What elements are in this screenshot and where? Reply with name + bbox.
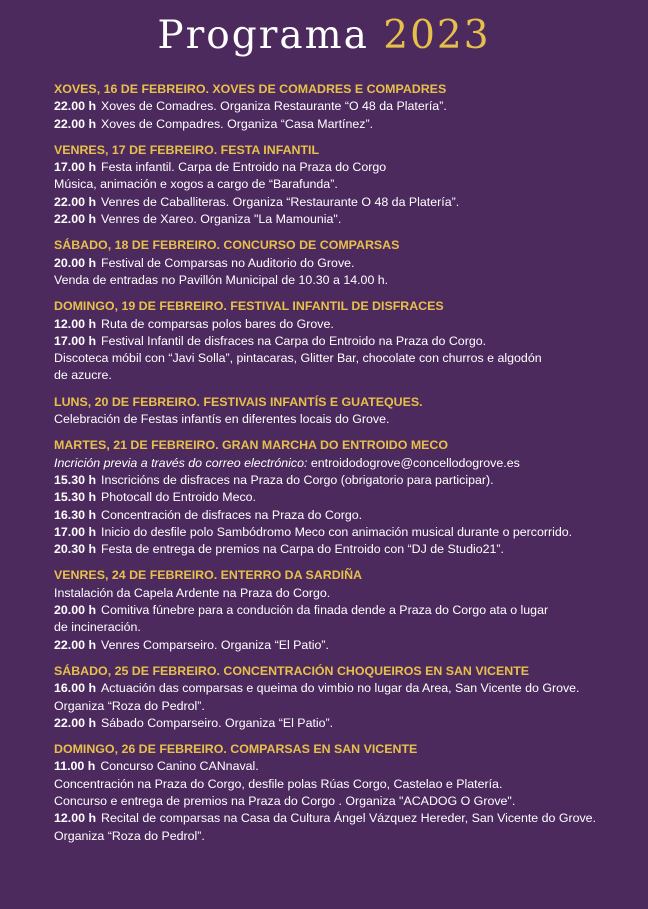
event-text: Festa de entrega de premios na Carpa do Entroido con “DJ de Studio21”.: [101, 542, 504, 557]
event-line: [54, 350, 629, 367]
event-line: [54, 602, 629, 619]
day-section: [54, 663, 629, 732]
event-text: de azucre.: [54, 368, 112, 383]
event-line: [54, 98, 629, 115]
event-text: Comitiva fúnebre para a condución da finada dende a Praza do Corgo ata o lugar: [101, 603, 549, 618]
event-line: [54, 524, 629, 541]
event-line: [54, 255, 629, 272]
event-time: 12.00 h: [54, 316, 97, 331]
event-text: Organiza “Roza do Pedrol”.: [54, 828, 205, 843]
title-word: Programa: [157, 13, 369, 58]
event-time: 16.30 h: [54, 507, 97, 522]
event-text: Discoteca móbil con “Javi Solla”, pintacaras, Glitter Bar, chocolate con churros e algodón: [54, 351, 542, 366]
event-line: [54, 507, 629, 524]
day-section: [54, 437, 629, 558]
event-time: 16.00 h: [54, 681, 97, 696]
event-line: [54, 810, 629, 827]
event-line: [54, 637, 629, 654]
event-time: 20.30 h: [54, 542, 97, 557]
event-time: 22.00 h: [54, 637, 97, 652]
event-line: [54, 793, 629, 810]
event-line: [54, 828, 629, 845]
event-text: Ruta de comparsas polos bares do Grove.: [101, 316, 334, 331]
event-line: [54, 715, 629, 732]
event-time: 17.00 h: [54, 333, 97, 348]
event-time: 17.00 h: [54, 524, 97, 539]
event-line: [54, 176, 629, 193]
page-title: [0, 8, 648, 64]
event-line: [54, 333, 629, 350]
event-time: 12.00 h: [54, 811, 97, 826]
event-text: Xoves de Comadres. Organiza Restaurante “O 48 da Platería”.: [101, 99, 447, 114]
event-line: [54, 211, 629, 228]
event-text: Venres de Caballiteras. Organiza “Restaurante O 48 da Platería”.: [101, 194, 460, 209]
event-text: Sábado Comparseiro. Organiza “El Patio”.: [101, 715, 334, 730]
day-section: [54, 394, 629, 429]
day-heading: SÁBADO, 25 DE FEBREIRO. CONCENTRACIÓN CHOQUEIROS EN SAN VICENTE: [54, 663, 530, 678]
event-text: Concentración na Praza do Corgo, desfile polas Rúas Corgo, Castelao e Platería.: [54, 776, 503, 791]
event-time: 22.00 h: [54, 116, 97, 131]
event-text: de incineración.: [54, 620, 141, 635]
event-line: [54, 758, 629, 775]
event-line: [54, 680, 629, 697]
event-line: [54, 194, 629, 211]
event-line: [54, 489, 629, 506]
event-line: [54, 411, 629, 428]
event-text: Actuación das comparsas e queima do vimbio no lugar da Area, San Vicente do Grove.: [101, 681, 580, 696]
event-line: [54, 472, 629, 489]
event-time: 17.00 h: [54, 160, 97, 175]
event-line: [54, 367, 629, 384]
event-line: [54, 159, 629, 176]
event-text: Festa infantil. Carpa de Entroido na Praza do Corgo: [101, 160, 387, 175]
title-year: 2023: [383, 13, 491, 58]
event-text: Inicio do desfile polo Sambódromo Meco con animación musical durante o percorrido.: [101, 524, 573, 539]
day-heading: VENRES, 17 DE FEBREIRO. FESTA INFANTIL: [54, 142, 320, 157]
day-heading: MARTES, 21 DE FEBREIRO. GRAN MARCHA DO ENTROIDO MECO: [54, 438, 448, 453]
event-text: Celebración de Festas infantís en diferentes locais do Grove.: [54, 412, 390, 427]
day-section: [54, 298, 629, 384]
event-line: [54, 541, 629, 558]
event-text: Xoves de Compadres. Organiza “Casa Martínez”.: [101, 116, 374, 131]
event-line: [54, 619, 629, 636]
day-heading: LUNS, 20 DE FEBREIRO. FESTIVAIS INFANTÍS E GUATEQUES.: [54, 394, 423, 409]
day-heading: VENRES, 24 DE FEBREIRO. ENTERRO DA SARDIÑA: [54, 568, 362, 583]
event-time: 22.00 h: [54, 212, 97, 227]
day-heading: DOMINGO, 19 DE FEBREIRO. FESTIVAL INFANTIL DE DISFRACES: [54, 299, 444, 314]
day-heading: DOMINGO, 26 DE FEBREIRO. COMPARSAS EN SAN VICENTE: [54, 742, 418, 757]
event-line: [54, 116, 629, 133]
event-text: Concentración de disfraces na Praza do Corgo.: [101, 507, 363, 522]
event-text: Festival de Comparsas no Auditorio do Grove.: [101, 255, 355, 270]
event-line: [54, 455, 629, 472]
day-section: [54, 567, 629, 653]
day-section: [54, 81, 629, 133]
event-time: 15.30 h: [54, 490, 97, 505]
day-section: [54, 741, 629, 845]
event-time: 15.30 h: [54, 472, 97, 487]
event-text: Recital de comparsas na Casa da Cultura Ángel Vázquez Hereder, San Vicente do Grove.: [101, 811, 597, 826]
event-time: 20.00 h: [54, 603, 97, 618]
programme-list: [54, 81, 629, 854]
day-heading: XOVES, 16 DE FEBREIRO. XOVES DE COMADRES E COMPADRES: [54, 82, 447, 96]
event-line: [54, 698, 629, 715]
event-text: Inscricións de disfraces na Praza do Corgo (obrigatorio para participar).: [101, 472, 494, 487]
event-text: entroidodogrove@concellodogrove.es: [307, 455, 520, 470]
event-time: 22.00 h: [54, 99, 97, 114]
day-heading: SÁBADO, 18 DE FEBREIRO. CONCURSO DE COMPARSAS: [54, 238, 400, 253]
event-time: 11.00 h: [54, 759, 96, 774]
event-line: [54, 316, 629, 333]
event-line: [54, 585, 629, 602]
event-line: [54, 272, 629, 289]
event-time: 22.00 h: [54, 194, 97, 209]
event-text: Música, animación e xogos a cargo de “Barafunda”.: [54, 177, 338, 192]
event-note: Incrición previa a través do correo electrónico:: [54, 455, 308, 470]
event-text: Festival Infantil de disfraces na Carpa do Entroido na Praza do Corgo.: [101, 333, 487, 348]
event-text: Venres de Xareo. Organiza "La Mamounia".: [101, 212, 342, 227]
event-text: Concurso e entrega de premios na Praza do Corgo . Organiza "ACADOG O Grove".: [54, 793, 516, 808]
event-text: Concurso Canino CANnaval.: [100, 759, 259, 774]
event-line: [54, 776, 629, 793]
day-section: [54, 142, 629, 228]
day-section: [54, 237, 629, 289]
event-text: Photocall do Entroido Meco.: [101, 490, 257, 505]
event-time: 22.00 h: [54, 715, 97, 730]
event-text: Venda de entradas no Pavillón Municipal de 10.30 a 14.00 h.: [54, 272, 389, 287]
event-text: Venres Comparseiro. Organiza “El Patio”.: [101, 637, 329, 652]
event-text: Instalación da Capela Ardente na Praza do Corgo.: [54, 585, 331, 600]
event-time: 20.00 h: [54, 255, 97, 270]
event-text: Organiza “Roza do Pedrol”.: [54, 698, 205, 713]
